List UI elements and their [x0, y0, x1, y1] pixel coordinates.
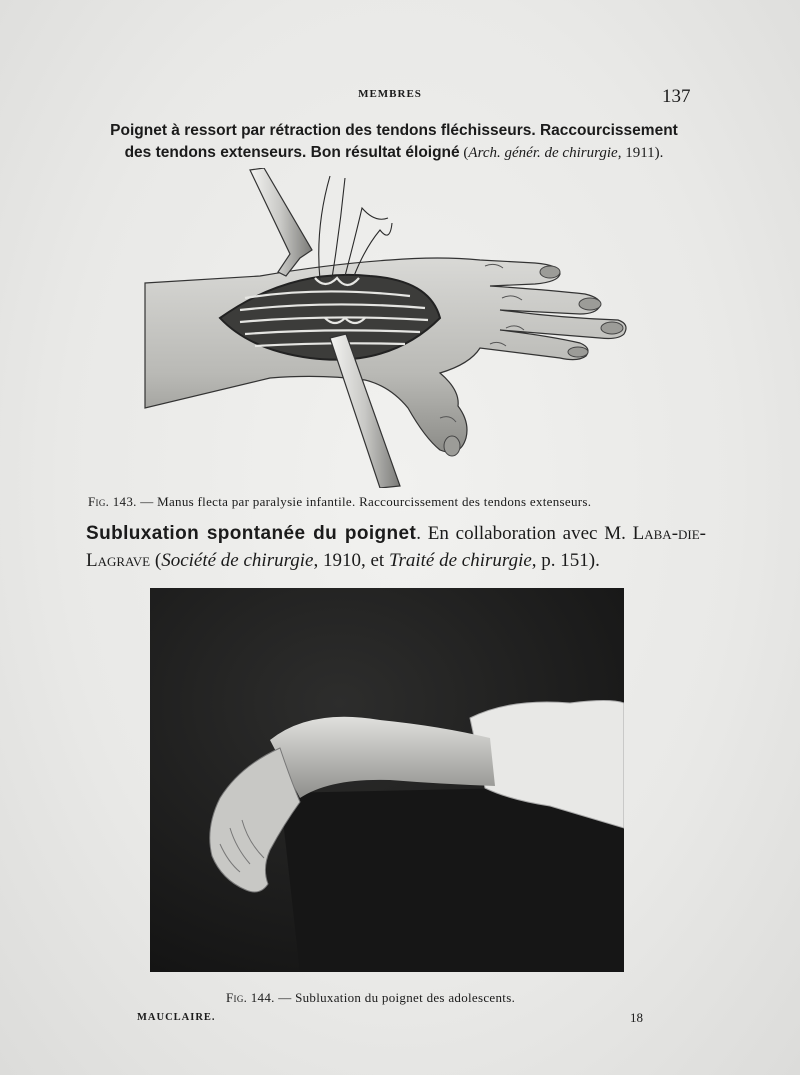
wrist-photograph: [150, 588, 624, 972]
entry-wrist-spring: [84, 120, 704, 164]
entry1-source: [460, 145, 664, 161]
upper-retractor: [250, 168, 312, 276]
page-number: 137: [662, 86, 691, 107]
nail-thumb: [444, 436, 460, 456]
footer-author: MAUCLAIRE.: [137, 1012, 216, 1023]
figure-144-caption: [226, 990, 515, 1006]
entry2-source2: Traité de chirurgie: [388, 550, 532, 571]
dark-cloth: [280, 786, 624, 972]
entry2-source1: Société de chirurgie: [161, 550, 314, 571]
entry2-text3: , 1910, et: [313, 550, 389, 571]
entry2-title: Subluxation spontanée du poignet: [86, 523, 417, 544]
figure-144-label: Fig. 144.: [226, 990, 275, 1005]
figure-143-label: Fig. 143.: [88, 494, 137, 509]
entry1-title-line1: Poignet à ressort par rétraction des tendons fléchisseurs. Raccourcissement: [110, 122, 678, 139]
entry1-title-line2: des tendons extenseurs. Bon résultat éloigné: [124, 144, 460, 161]
entry1-title-line2-wrap: [84, 142, 704, 164]
entry2-author: Laba-die-Lagrave: [86, 523, 707, 571]
nail-ring: [601, 322, 623, 334]
entry2-text2: (: [150, 550, 162, 571]
running-head: MEMBRES: [358, 88, 422, 100]
signature-mark: 18: [630, 1010, 643, 1025]
entry1-year: , 1911).: [617, 145, 664, 161]
figure-143-caption: [88, 494, 708, 510]
entry1-source-open: (: [459, 145, 469, 161]
entry-wrist-subluxation: [86, 520, 706, 574]
nail-index: [540, 266, 560, 278]
nail-little: [568, 347, 588, 357]
nail-middle: [579, 298, 601, 310]
figure-143-text: — Manus flecta par paralysie infantile. Raccourcissement des tendons extenseurs.: [136, 494, 592, 509]
entry2-text1: . En collaboration avec M.: [416, 523, 633, 544]
figure-144-text: — Subluxation du poignet des adolescents.: [274, 990, 516, 1005]
entry1-journal: Arch. génér. de chirurgie: [468, 145, 618, 161]
surgical-hand-illustration: [140, 168, 630, 488]
entry2-text4: , p. 151).: [531, 550, 600, 571]
